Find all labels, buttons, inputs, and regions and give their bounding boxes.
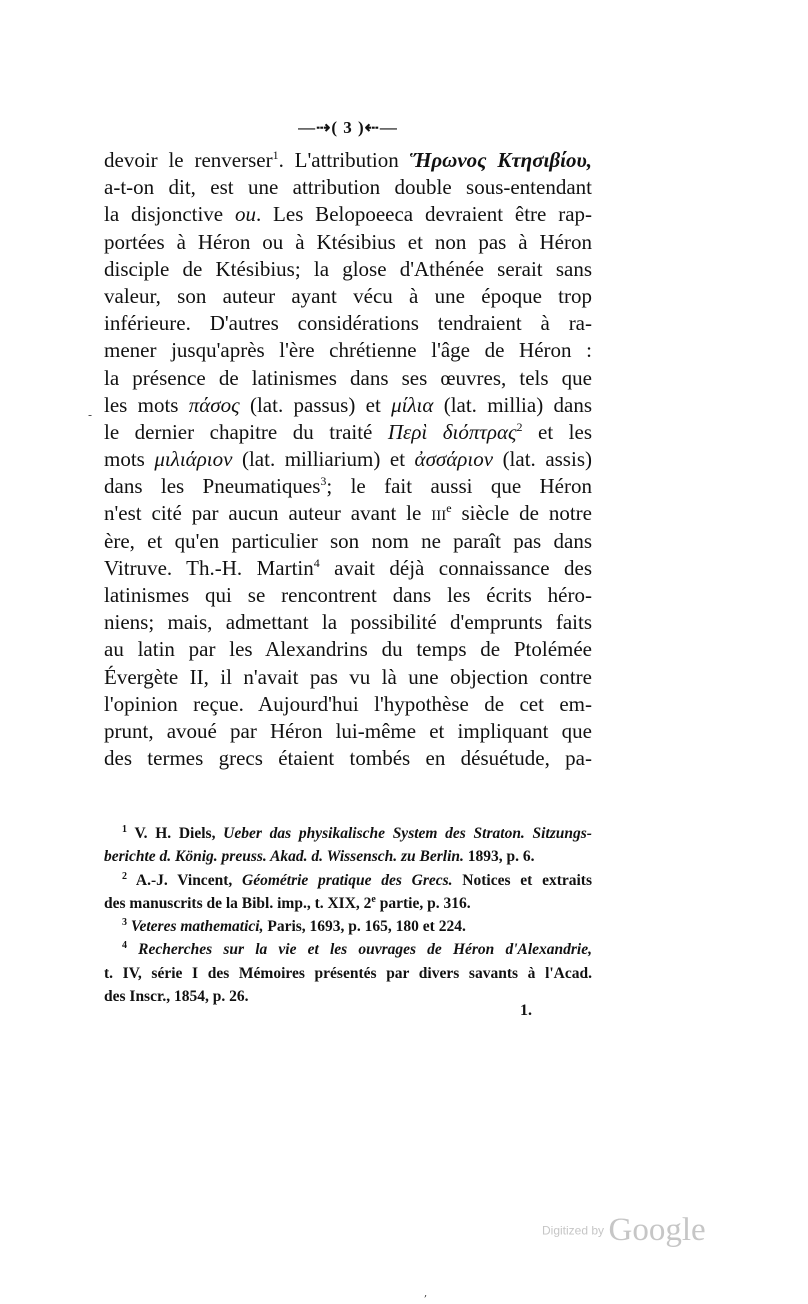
footnote-ref: 3 [320,474,327,489]
greek-text: μίλια [391,392,434,417]
footnote-number: 4 [122,940,127,952]
bottom-mark: , [424,1288,428,1299]
body-line: a-t-on dit, est une attribution double sous-entendant [104,175,592,200]
body-line: Évergète II, il n'avait pas vu là une objection contre [104,664,592,689]
greek-text: ἀσσάριον [414,447,494,472]
footnote-2: $^2$ A.-J. Vincent, Géométrie pratique des Grecs. Notices et extraits des manuscrits de la Bibl. imp., t. XIX, 2e partie, p. 316. [104,870,592,912]
footnote-1: $^1$ V. H. Diels, Ueber das physikalische System des Straton. Sitzungs- berichte d. König. preuss. Akad. d. Wissensch. zu Berlin. 1893, p. 6. [104,823,592,866]
footnotes [104,822,592,1008]
body-line: mots μιλιάριον (lat. milliarium) et ἀσσάριον (lat. assis) [104,447,592,472]
footnote-4: $^4$ Recherches sur la vie et les ouvrages de Héron d'Alexandrie, t. IV, série I des Mémoires présentés par divers savants à l'Acad. des Inscr., 1854, p. 26. [104,940,592,1006]
signature-mark: 1. [520,1002,532,1019]
footnote-number: 1 [122,823,127,835]
page-number-header: —⇢( 3 )⇠— [298,118,398,137]
greek-text: πάσος [188,392,240,417]
footnote-number: 3 [122,917,127,929]
body-line: prunt, avoué par Héron lui-même et impliquant que [104,718,592,743]
body-line: valeur, son auteur ayant vécu à une époque trop [104,283,592,308]
google-watermark [542,1212,706,1249]
body-line: disciple de Ktésibius; la glose d'Athénée serait sans [104,256,592,281]
body-line: des termes grecs étaient tombés en désuétude, pa- [104,746,592,771]
body-line: latinismes qui se rencontrent dans les écrits héro- [104,583,592,607]
footnote-ref: 4 [313,555,320,570]
body-line: Vitruve. Th.-H. Martin$^4$ avait déjà connaissance des [104,555,592,580]
margin-mark: - [88,408,93,422]
body-text [104,147,592,772]
body-line: devoir le renverser$^1$. L'attribution Ἥρωνος Κτησιβίου, [104,148,592,172]
page-header [104,118,592,138]
body-line: dans les Pneumatiques$^3$; le fait aussi que Héron [104,474,592,499]
body-line: la présence de latinismes dans ses œuvres, tels que [104,365,592,390]
footnote-ref: 2 [516,419,523,434]
footnote-number: 2 [122,870,127,882]
body-line: mener jusqu'après l'ère chrétienne l'âge de Héron : [104,338,592,363]
greek-text: Ἥρωνος Κτησιβίου, [409,148,592,172]
body-line: l'opinion reçue. Aujourd'hui l'hypothèse de cet em- [104,691,592,716]
body-line: le dernier chapitre du traité Περὶ διόπτρας$^2$ et les [104,419,592,444]
body-line: n'est cité par aucun auteur avant le iii$^e$ siècle de notre [104,501,592,526]
body-line: la disjonctive ou. Les Belopoeeca devraient être rap- [104,202,593,227]
greek-text: μιλιάριον [154,447,233,472]
body-line: portées à Héron ou à Ktésibius et non pas à Héron [104,229,592,254]
body-line: inférieure. D'autres considérations tendraient à ra- [104,311,592,336]
digitized-label: Digitized by [542,1223,605,1238]
greek-text: Περὶ διόπτρας [387,419,517,444]
footnote-3: $^3$ Veteres mathematici, Paris, 1693, p. 165, 180 et 224. [122,917,466,936]
body-line: au latin par les Alexandrins du temps de Ptolémée [104,637,592,662]
body-line: niens; mais, admettant la possibilité d'emprunts faits [104,610,592,635]
google-logo: Google [608,1212,706,1248]
footnote-ref: 1 [272,148,279,162]
body-line: les mots πάσος (lat. passus) et μίλια (lat. millia) dans [104,392,592,417]
body-line: ère, et qu'en particulier son nom ne paraît pas dans [104,528,592,553]
